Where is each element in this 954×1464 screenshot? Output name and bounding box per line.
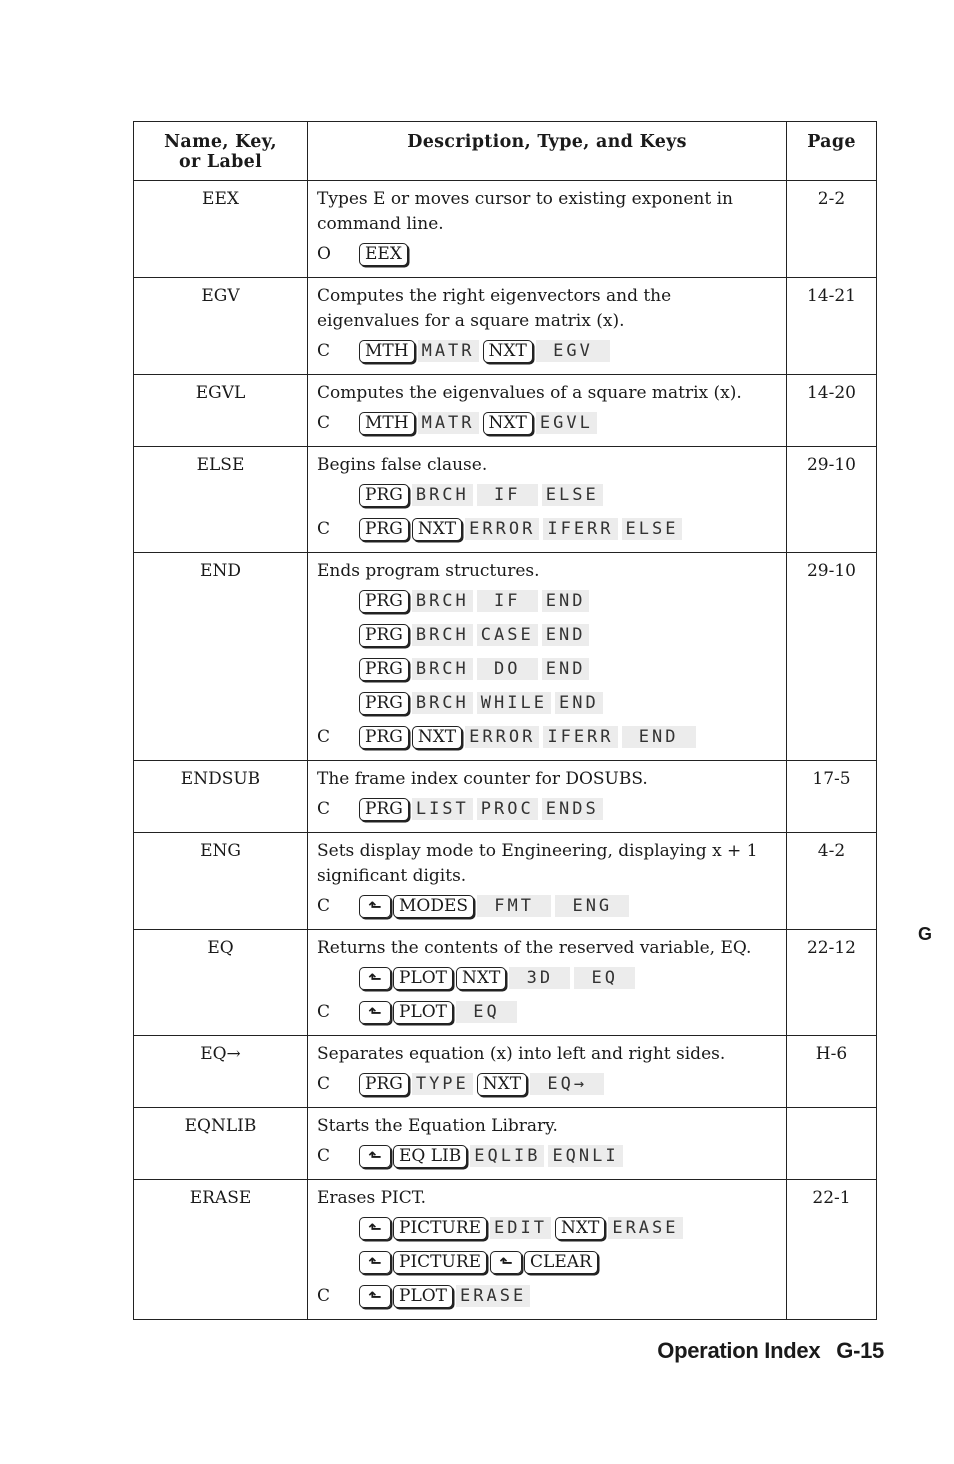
description-line: significant digits. [317,866,467,886]
table-row [134,930,877,1036]
keyboard-key: EQ LIB [393,1145,467,1168]
table-row [134,447,877,553]
keyboard-key: PRG [359,692,409,715]
menu-softkey-label: END [542,590,590,612]
page-reference: 22-12 [787,930,877,1036]
keystroke-sequence [317,889,780,923]
menu-softkey-label: 3D [509,967,570,989]
left-shift-key-icon: ⬑ [359,1001,391,1024]
operation-name: EGVL [134,375,308,447]
keystroke-sequence [317,995,780,1029]
keyboard-key: NXT [555,1217,605,1240]
keyboard-key: CLEAR [524,1251,598,1274]
operation-description [308,833,787,930]
operation-description [308,930,787,1036]
keyboard-key: NXT [412,518,462,541]
operation-description [308,1180,787,1320]
keystroke-sequence [317,961,780,995]
keyboard-key: NXT [412,726,462,749]
operation-index-table [133,121,877,1320]
menu-softkey-label: BRCH [412,658,473,680]
operation-name: EQ→ [134,1036,308,1108]
header-description: Description, Type, and Keys [308,122,787,181]
left-shift-key-icon: ⬑ [359,1251,391,1274]
keyboard-key: PRG [359,518,409,541]
description-line: Separates equation (x) into left and right sides. [317,1044,726,1064]
description-line: command line. [317,214,444,234]
header-page: Page [787,122,877,181]
menu-softkey-label: MATR [418,412,479,434]
type-flag: C [317,1074,331,1094]
page-reference: 2-2 [787,181,877,278]
operation-description [308,553,787,761]
menu-softkey-label: TYPE [412,1073,473,1095]
type-flag: C [317,1286,331,1306]
type-flag: C [317,519,331,539]
menu-softkey-label: END [555,692,603,714]
menu-softkey-label: BRCH [412,590,473,612]
menu-softkey-label: END [542,658,590,680]
keystroke-sequence [317,1139,780,1173]
description-line: Starts the Equation Library. [317,1116,558,1136]
keyboard-key: NXT [477,1073,527,1096]
keyboard-key: PRG [359,798,409,821]
keystroke-sequence [317,652,780,686]
menu-softkey-label: IF [477,590,538,612]
description-line: Types E or moves cursor to existing exponent in [317,189,733,209]
table-row [134,278,877,375]
left-shift-key-icon: ⬑ [359,1285,391,1308]
menu-softkey-label: EGVL [536,412,597,434]
menu-softkey-label: BRCH [412,624,473,646]
menu-softkey-label: END [542,624,590,646]
operation-name: ERASE [134,1180,308,1320]
menu-softkey-label: IFERR [543,518,617,540]
type-flag: C [317,413,331,433]
type-flag: C [317,1146,331,1166]
keyboard-key: PRG [359,1073,409,1096]
type-flag: C [317,727,331,747]
operation-description [308,1108,787,1180]
type-flag: O [317,244,331,264]
page-reference: H-6 [787,1036,877,1108]
menu-softkey-label: ELSE [542,484,603,506]
page-reference: 4-2 [787,833,877,930]
keystroke-sequence [317,686,780,720]
keyboard-key: NXT [456,967,506,990]
menu-softkey-label: PROC [477,798,538,820]
description-line: Begins false clause. [317,455,488,475]
operation-name: ENG [134,833,308,930]
table-row [134,761,877,833]
footer-title: Operation Index [657,1338,821,1363]
keyboard-key: MTH [359,412,415,435]
menu-softkey-label: LIST [412,798,473,820]
menu-softkey-label: CASE [477,624,538,646]
keystroke-sequence [317,584,780,618]
left-shift-key-icon: ⬑ [359,1145,391,1168]
menu-softkey-label: IF [477,484,538,506]
keyboard-key: PLOT [393,1001,453,1024]
operation-description [308,1036,787,1108]
keyboard-key: EEX [359,243,408,266]
keyboard-key: PLOT [393,1285,453,1308]
left-shift-key-icon: ⬑ [359,967,391,990]
operation-description [308,375,787,447]
description-line: Computes the eigenvalues of a square matrix (x). [317,383,742,403]
menu-softkey-label: EQNLI [548,1145,622,1167]
keystroke-sequence [317,1279,780,1313]
operation-name: END [134,553,308,761]
keyboard-key: PRG [359,484,409,507]
menu-softkey-label: IFERR [543,726,617,748]
page-reference: 22-1 [787,1180,877,1320]
keyboard-key: PICTURE [393,1217,487,1240]
keyboard-key: PRG [359,590,409,613]
table-row [134,833,877,930]
type-flag: C [317,799,331,819]
menu-softkey-label: BRCH [412,692,473,714]
left-shift-key-icon: ⬑ [359,1217,391,1240]
keystroke-sequence [317,512,780,546]
menu-softkey-label: ELSE [622,518,683,540]
keystroke-sequence [317,237,780,271]
menu-softkey-label: BRCH [412,484,473,506]
description-line: Computes the right eigenvectors and the [317,286,672,306]
menu-softkey-label: ERROR [465,518,539,540]
keystroke-sequence [317,618,780,652]
footer-page-number: G-15 [836,1338,884,1363]
type-flag: C [317,896,331,916]
menu-softkey-label: ENDS [542,798,603,820]
page-reference: 17-5 [787,761,877,833]
page-reference: 14-20 [787,375,877,447]
keyboard-key: MTH [359,340,415,363]
header-name-line1: Name, Key, [164,132,277,152]
table-header-row [134,122,877,181]
left-shift-key-icon: ⬑ [490,1251,522,1274]
keyboard-key: PRG [359,658,409,681]
page-reference: 29-10 [787,553,877,761]
operation-description [308,278,787,375]
page-reference: 14-21 [787,278,877,375]
operation-name: EQNLIB [134,1108,308,1180]
menu-softkey-label: ERROR [465,726,539,748]
header-name [134,122,308,181]
menu-softkey-label: EDIT [490,1217,551,1239]
table-row [134,375,877,447]
menu-softkey-label: DO [477,658,538,680]
keystroke-sequence [317,478,780,512]
table-row [134,181,877,278]
keyboard-key: MODES [393,895,474,918]
menu-softkey-label: ENG [555,895,629,917]
keystroke-sequence [317,334,780,368]
operation-name: EGV [134,278,308,375]
table-body [134,181,877,1320]
operation-description [308,181,787,278]
menu-softkey-label: EQ→ [530,1073,604,1095]
description-line: Erases PICT. [317,1188,426,1208]
menu-softkey-label: EQ [574,967,635,989]
description-line: The frame index counter for DOSUBS. [317,769,648,789]
menu-softkey-label: WHILE [477,692,551,714]
menu-softkey-label: ERASE [456,1285,530,1307]
keyboard-key: PRG [359,726,409,749]
keystroke-sequence [317,1245,780,1279]
header-name-line2: or Label [178,152,263,172]
keystroke-sequence [317,406,780,440]
left-shift-key-icon: ⬑ [359,895,391,918]
operation-description [308,761,787,833]
operation-name: EEX [134,181,308,278]
operation-description [308,447,787,553]
keystroke-sequence [317,1067,780,1101]
description-line: Returns the contents of the reserved variable, EQ. [317,938,752,958]
menu-softkey-label: EQLIB [470,1145,544,1167]
keyboard-key: NXT [483,412,533,435]
operation-name: ELSE [134,447,308,553]
page-reference: 29-10 [787,447,877,553]
operation-name: EQ [134,930,308,1036]
menu-softkey-label: MATR [418,340,479,362]
keyboard-key: PICTURE [393,1251,487,1274]
table-row [134,553,877,761]
menu-softkey-label: EGV [536,340,610,362]
operation-name: ENDSUB [134,761,308,833]
table-row [134,1108,877,1180]
menu-softkey-label: ERASE [608,1217,682,1239]
keyboard-key: PLOT [393,967,453,990]
type-flag: C [317,341,331,361]
description-line: Ends program structures. [317,561,540,581]
description-line: Sets display mode to Engineering, displaying x + 1 [317,841,758,861]
keystroke-sequence [317,1211,780,1245]
keyboard-key: PRG [359,624,409,647]
table-row [134,1180,877,1320]
keyboard-key: NXT [483,340,533,363]
description-line: eigenvalues for a square matrix (x). [317,311,625,331]
menu-softkey-label: EQ [456,1001,517,1023]
menu-softkey-label: FMT [477,895,551,917]
table-row [134,1036,877,1108]
page-footer [657,1338,884,1364]
keystroke-sequence [317,792,780,826]
section-tab: G [918,924,933,944]
menu-softkey-label: END [622,726,696,748]
keystroke-sequence [317,720,780,754]
type-flag: C [317,1002,331,1022]
page-reference [787,1108,877,1180]
